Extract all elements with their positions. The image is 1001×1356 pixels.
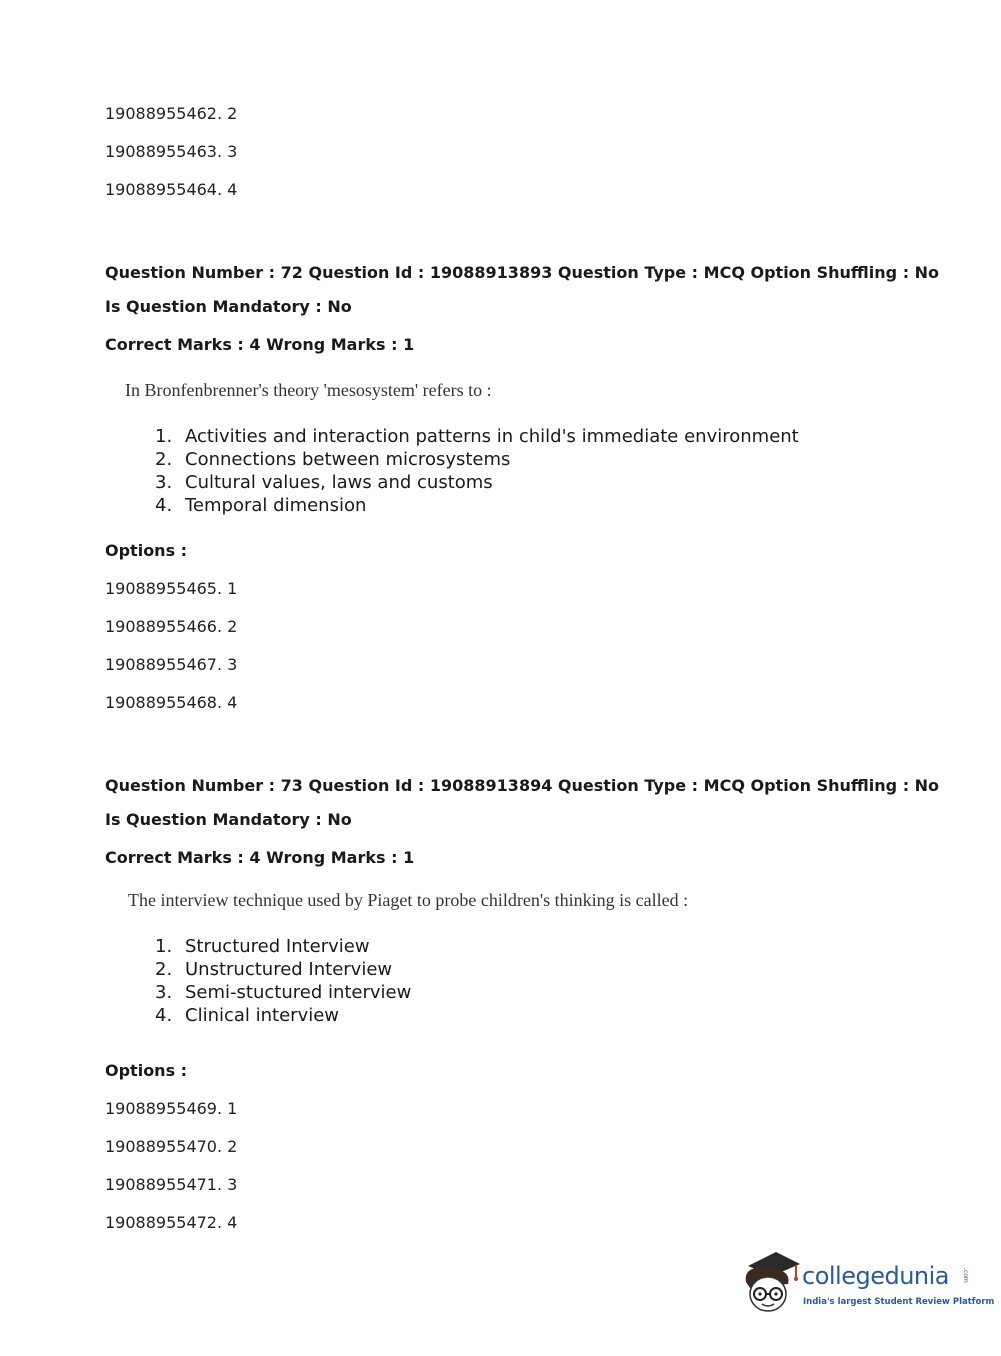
option-line: 19088955462. 2	[105, 104, 238, 123]
question-mandatory: Is Question Mandatory : No	[105, 297, 352, 316]
option-line: 19088955471. 3	[105, 1175, 238, 1194]
choice-number: 4.	[155, 1005, 173, 1026]
question-marks: Correct Marks : 4 Wrong Marks : 1	[105, 848, 415, 867]
option-line: 19088955464. 4	[105, 180, 238, 199]
options-label: Options :	[105, 1061, 188, 1080]
choice-number: 1.	[155, 426, 173, 447]
question-choices	[155, 425, 799, 517]
option-line: 19088955467. 3	[105, 655, 238, 674]
choice-item	[155, 425, 799, 448]
choice-item	[155, 1004, 411, 1027]
choice-number: 3.	[155, 472, 173, 493]
question-marks: Correct Marks : 4 Wrong Marks : 1	[105, 335, 415, 354]
option-line: 19088955469. 1	[105, 1099, 238, 1118]
choice-item	[155, 935, 411, 958]
choice-number: 1.	[155, 936, 173, 957]
collegedunia-logo	[740, 1248, 995, 1318]
question-header: Question Number : 73 Question Id : 19088913894 Question Type : MCQ Option Shuffling : No	[105, 776, 940, 795]
question-mandatory: Is Question Mandatory : No	[105, 810, 352, 829]
choice-text: Cultural values, laws and customs	[185, 472, 493, 493]
question-choices	[155, 935, 411, 1027]
choice-text: Unstructured Interview	[185, 959, 393, 980]
logo-domain: .com	[962, 1268, 969, 1283]
mascot-icon	[740, 1248, 802, 1318]
option-line: 19088955466. 2	[105, 617, 238, 636]
choice-text: Connections between microsystems	[185, 449, 511, 470]
choice-number: 2.	[155, 449, 173, 470]
option-line: 19088955463. 3	[105, 142, 238, 161]
option-line: 19088955472. 4	[105, 1213, 238, 1232]
question-text: The interview technique used by Piaget to probe children's thinking is called :	[128, 890, 689, 910]
choice-text: Structured Interview	[185, 936, 370, 957]
choice-item	[155, 981, 411, 1004]
choice-number: 3.	[155, 982, 173, 1003]
choice-item	[155, 958, 411, 981]
option-line: 19088955468. 4	[105, 693, 238, 712]
choice-item	[155, 471, 799, 494]
choice-number: 2.	[155, 959, 173, 980]
choice-number: 4.	[155, 495, 173, 516]
choice-item	[155, 494, 799, 517]
option-line: 19088955470. 2	[105, 1137, 238, 1156]
logo-tagline: India's largest Student Review Platform	[803, 1297, 995, 1307]
options-label: Options :	[105, 541, 188, 560]
choice-text: Activities and interaction patterns in child's immediate environment	[185, 426, 799, 447]
option-line: 19088955465. 1	[105, 579, 238, 598]
choice-text: Semi-stuctured interview	[185, 982, 412, 1003]
choice-text: Clinical interview	[185, 1005, 340, 1026]
logo-wordmark: collegedunia	[802, 1262, 950, 1290]
question-text: In Bronfenbrenner's theory 'mesosystem' refers to :	[125, 380, 492, 400]
choice-item	[155, 448, 799, 471]
question-header: Question Number : 72 Question Id : 19088913893 Question Type : MCQ Option Shuffling : No	[105, 263, 940, 282]
choice-text: Temporal dimension	[185, 495, 367, 516]
